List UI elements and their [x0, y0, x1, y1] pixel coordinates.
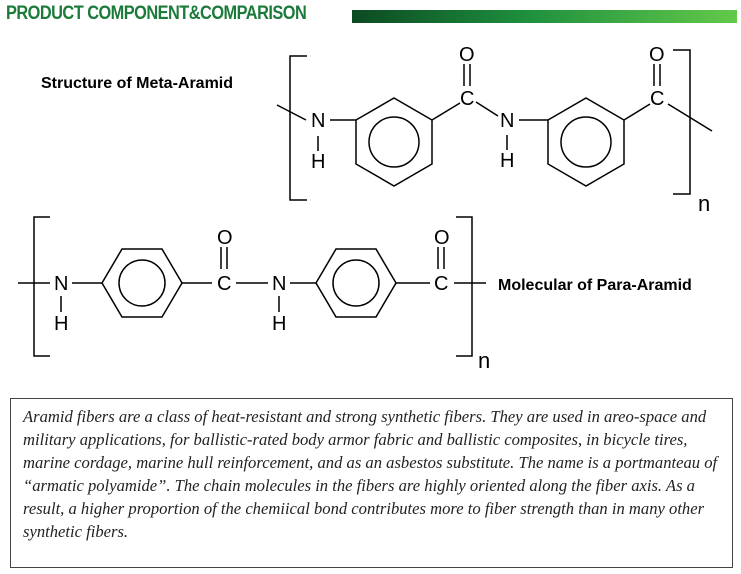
para-atom-n-2: N — [272, 273, 287, 295]
para-ring-1-inner — [119, 260, 165, 306]
meta-aramid-atoms — [311, 44, 710, 216]
meta-atom-o-2: O — [649, 44, 665, 66]
meta-ring-2-inner — [561, 117, 611, 167]
para-atom-h-2: H — [272, 313, 287, 335]
para-atom-h-1: H — [54, 313, 69, 335]
para-ring-2-inner — [333, 260, 379, 306]
meta-benzene-ring-1 — [356, 98, 432, 186]
meta-aramid-label: Structure of Meta-Aramid — [41, 75, 234, 92]
header-gradient-bar — [352, 10, 737, 23]
para-atom-o-2: O — [434, 227, 450, 249]
para-atom-o-1: O — [217, 227, 233, 249]
meta-atom-c-1: C — [460, 88, 475, 110]
meta-left-bracket — [290, 56, 307, 200]
meta-benzene-ring-2 — [548, 98, 624, 186]
para-atom-n-1: N — [54, 273, 69, 295]
para-aramid-label: Molecular of Para-Aramid — [498, 277, 692, 294]
chemical-structures-svg — [0, 34, 741, 395]
meta-right-bracket — [673, 50, 690, 194]
para-benzene-ring-2 — [316, 249, 396, 317]
description-box — [10, 398, 733, 568]
header-banner — [0, 0, 741, 34]
para-aramid-atoms — [54, 227, 490, 373]
meta-atom-n-1: N — [311, 110, 326, 132]
meta-atom-c-2: C — [650, 88, 665, 110]
meta-bond-c-n — [476, 102, 498, 116]
para-benzene-ring-1 — [102, 249, 182, 317]
description-text: Aramid fibers are a class of heat-resistant and strong synthetic fibers. They are used in areo-space and military applications, for ballistic-rated body armor fabric and ballistic composites, in bicycle tires, marine cordage, marine hull reinforcement, and as an asbestos substitute. The name is a portmanteau of “armatic polyamide”. The chain molecules in the fibers are highly oriented along the fiber axis. As a result, a higher proportion of the chemiical bond contributes more to fiber strength than in many other synthetic fibers. — [23, 407, 718, 541]
para-aramid-structure — [18, 217, 486, 356]
meta-atom-h-2: H — [500, 150, 515, 172]
meta-atom-h-1: H — [311, 151, 326, 173]
meta-ring-1-inner — [369, 117, 419, 167]
meta-atom-o-1: O — [459, 44, 475, 66]
para-subscript-n: n — [478, 348, 491, 373]
para-left-bracket — [34, 217, 50, 356]
para-right-bracket — [456, 217, 472, 356]
meta-subscript-n: n — [698, 191, 711, 216]
meta-bond-left — [277, 105, 306, 120]
para-atom-c-2: C — [434, 273, 449, 295]
meta-atom-n-2: N — [500, 110, 515, 132]
meta-bond-ring1-c — [432, 103, 460, 120]
meta-aramid-structure — [277, 50, 712, 200]
para-atom-c-1: C — [217, 273, 232, 295]
header-title: PRODUCT COMPONENT&COMPARISON — [6, 3, 307, 24]
meta-bond-ring2-c — [624, 104, 650, 120]
aramid-structure-diagram — [0, 34, 741, 395]
